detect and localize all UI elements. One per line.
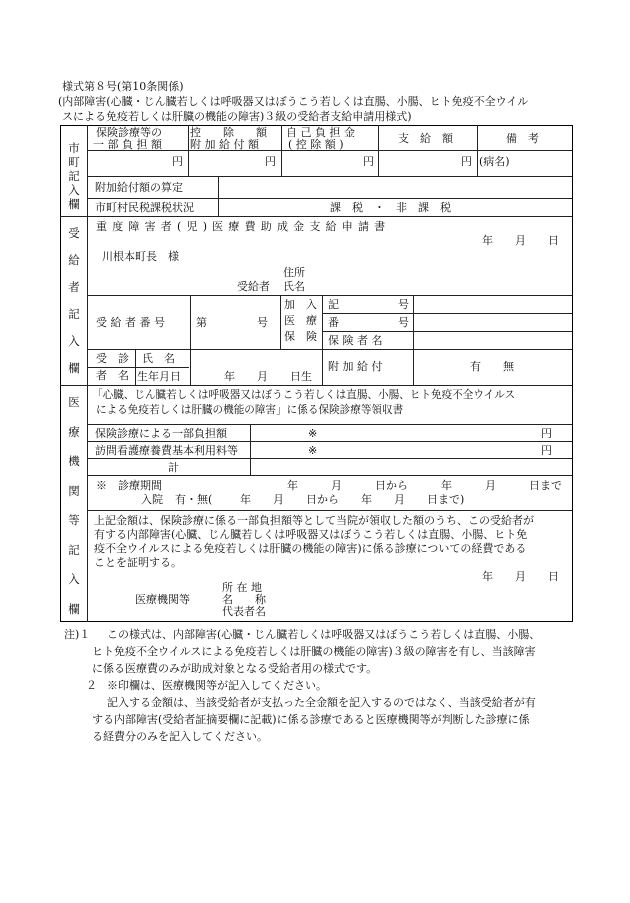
note2-label: ２	[86, 679, 97, 692]
row-total-label: 計	[168, 461, 179, 474]
application-date: 年 月 日	[482, 234, 559, 247]
form-number: 様式第８号(第10条関係)	[62, 80, 184, 93]
recipient-label: 受給者	[237, 280, 270, 293]
row-nursing-label: 訪問看護療養費基本利用料等	[95, 444, 238, 457]
col-header-selfpay-b: ( 控 除 額 )	[288, 138, 344, 151]
patient-name-label: 氏 名	[142, 352, 175, 365]
row-copay-mark: ※	[308, 427, 318, 440]
symbol-suffix: 号	[398, 298, 409, 311]
hospitalization-label: 入院	[141, 493, 163, 506]
application-title: 重度障害者(児)医療費助成金支給申請書	[96, 220, 391, 233]
hospitalization-yes-no: 有・無(	[175, 493, 213, 506]
additional-payment-label: 附 加 給 付	[328, 360, 383, 373]
recipient-number-label: 受 給 者 番 号	[96, 316, 165, 329]
note2-line4: る経費分のみを記入してください。	[92, 730, 268, 743]
note1-line1: この様式は、内部障害(心臓・じん臓若しくは呼吸器又はぼうこう若しくは直腸、小腸、	[107, 628, 541, 641]
institution-label: 医療機関等	[135, 593, 190, 606]
yen-col3: 円	[363, 155, 374, 168]
tax-status-label: 市町村民税課税状況	[95, 201, 194, 214]
disease-label: (病名)	[479, 155, 510, 168]
certification-line1: 上記金額は、保険診療に係る一部負担額等として当院が領収した額のうち、この受給者が	[94, 514, 534, 527]
symbol-label: 記	[328, 298, 339, 311]
location-label: 所 在 地	[222, 581, 262, 594]
side-label-recipient: 受 給 者 記 入 欄	[68, 226, 80, 375]
number-suffix: 号	[257, 316, 268, 329]
insurance-label-c: 保 険	[284, 330, 317, 343]
col-header-selfpay-a: 自 己 負 担 金	[286, 126, 355, 139]
birthdate-label: 生年月日	[137, 370, 181, 383]
row-nursing-yen: 円	[541, 444, 552, 457]
form-subtitle-line2: スによる免疫若しくは肝臓の機能の障害)３級の受給者支給申請用様式)	[62, 110, 412, 123]
note1-label: 注)１	[64, 628, 91, 641]
form-subtitle-line1: (内部障害(心臓・じん臓若しくは呼吸器又はぼうこう若しくは直腸、小腸、ヒト免疫不全ウイル	[58, 95, 529, 108]
yen-col2: 円	[265, 155, 276, 168]
representative-label: 代表者名	[222, 605, 266, 618]
patient-label-b: 者 名	[96, 369, 129, 382]
addressee: 川根本町長 様	[102, 250, 179, 263]
side-label-medical: 医 療 機 関 等 記 入 欄	[68, 395, 80, 616]
receipt-title-line1: 「心臓、じん臓若しくは呼吸器又はぼうこう若しくは直腸、小腸、ヒト免疫不全ウイルス	[92, 389, 516, 401]
birthdate-ymd: 年 月 日生	[224, 370, 312, 383]
certification-line3: 疫不全ウイルスによる免疫若しくは肝臓の機能の障害)に係る診療についての経費である	[94, 542, 527, 555]
address-label: 住所	[283, 266, 305, 279]
period-label: ※ 診療期間	[96, 479, 162, 492]
col-header-payment: 支 給 額	[398, 132, 453, 145]
note1-line2: ヒト免疫不全ウイルスによる免疫若しくは肝臓の機能の障害)３級の障害を有し、当該障害	[92, 645, 536, 658]
col-header-copay-b: 一 部 負 担 額	[93, 138, 162, 151]
certification-line4: ことを証明する。	[94, 556, 182, 569]
yen-col1: 円	[172, 155, 183, 168]
number-suffix2: 号	[398, 316, 409, 329]
side-label-municipal: 市 町 記 入 欄	[68, 141, 80, 211]
col-header-deduction-b: 附 加 給 付 額	[190, 138, 259, 151]
insurer-name-label: 保 険 者 名	[328, 334, 383, 347]
number-label: 番	[328, 316, 339, 329]
row-nursing-mark: ※	[308, 444, 318, 457]
additional-payment-yes-no: 有 無	[470, 360, 514, 373]
note1-line3: に係る医療費のみが助成対象となる受給者用の様式です。	[92, 662, 378, 675]
number-prefix: 第	[196, 316, 207, 329]
row-copay-label: 保険診療による一部負担額	[95, 427, 227, 440]
period-range: 年 月 日から 年 月 日まで	[287, 479, 562, 492]
certification-date: 年 月 日	[482, 570, 559, 583]
row-copay-yen: 円	[541, 427, 552, 440]
institution-name-label: 名 称	[222, 593, 266, 606]
name-label: 氏名	[283, 280, 305, 293]
hospitalization-period: 年 月 日から 年 月 日まで)	[240, 493, 465, 506]
additional-calc-label: 附加給付額の算定	[95, 181, 183, 194]
col-header-copay-a: 保険診療等の	[96, 126, 162, 139]
receipt-title-line2: による免疫若しくは肝臓の機能の障害」に係る保険診療等領収書	[96, 404, 404, 416]
insurance-label-a: 加 入	[284, 298, 317, 311]
insurance-label-b: 医 療	[284, 314, 317, 327]
patient-label-a: 受 診	[96, 352, 129, 365]
note2-line3: する内部障害(受給者証摘要欄に記載)に係る診療であると医療機関等が判断した診療に係	[92, 713, 530, 726]
col-header-remarks: 備 考	[506, 132, 539, 145]
yen-col4: 円	[461, 155, 472, 168]
certification-line2: 有する内部障害(心臓、じん臓若しくは呼吸器又はぼうこう若しくは直腸、小腸、ヒト免	[94, 528, 528, 541]
col-header-deduction-a: 控 除 額	[190, 126, 267, 139]
note2-line1: ※印欄は、医療機関等が記入してください。	[107, 679, 327, 692]
tax-status-value: 課 税 ・ 非 課 税	[330, 201, 451, 214]
note2-line2: 記入する金額は、当該受給者が支払った全金額を記入するのではなく、当該受給者が有	[107, 696, 536, 709]
